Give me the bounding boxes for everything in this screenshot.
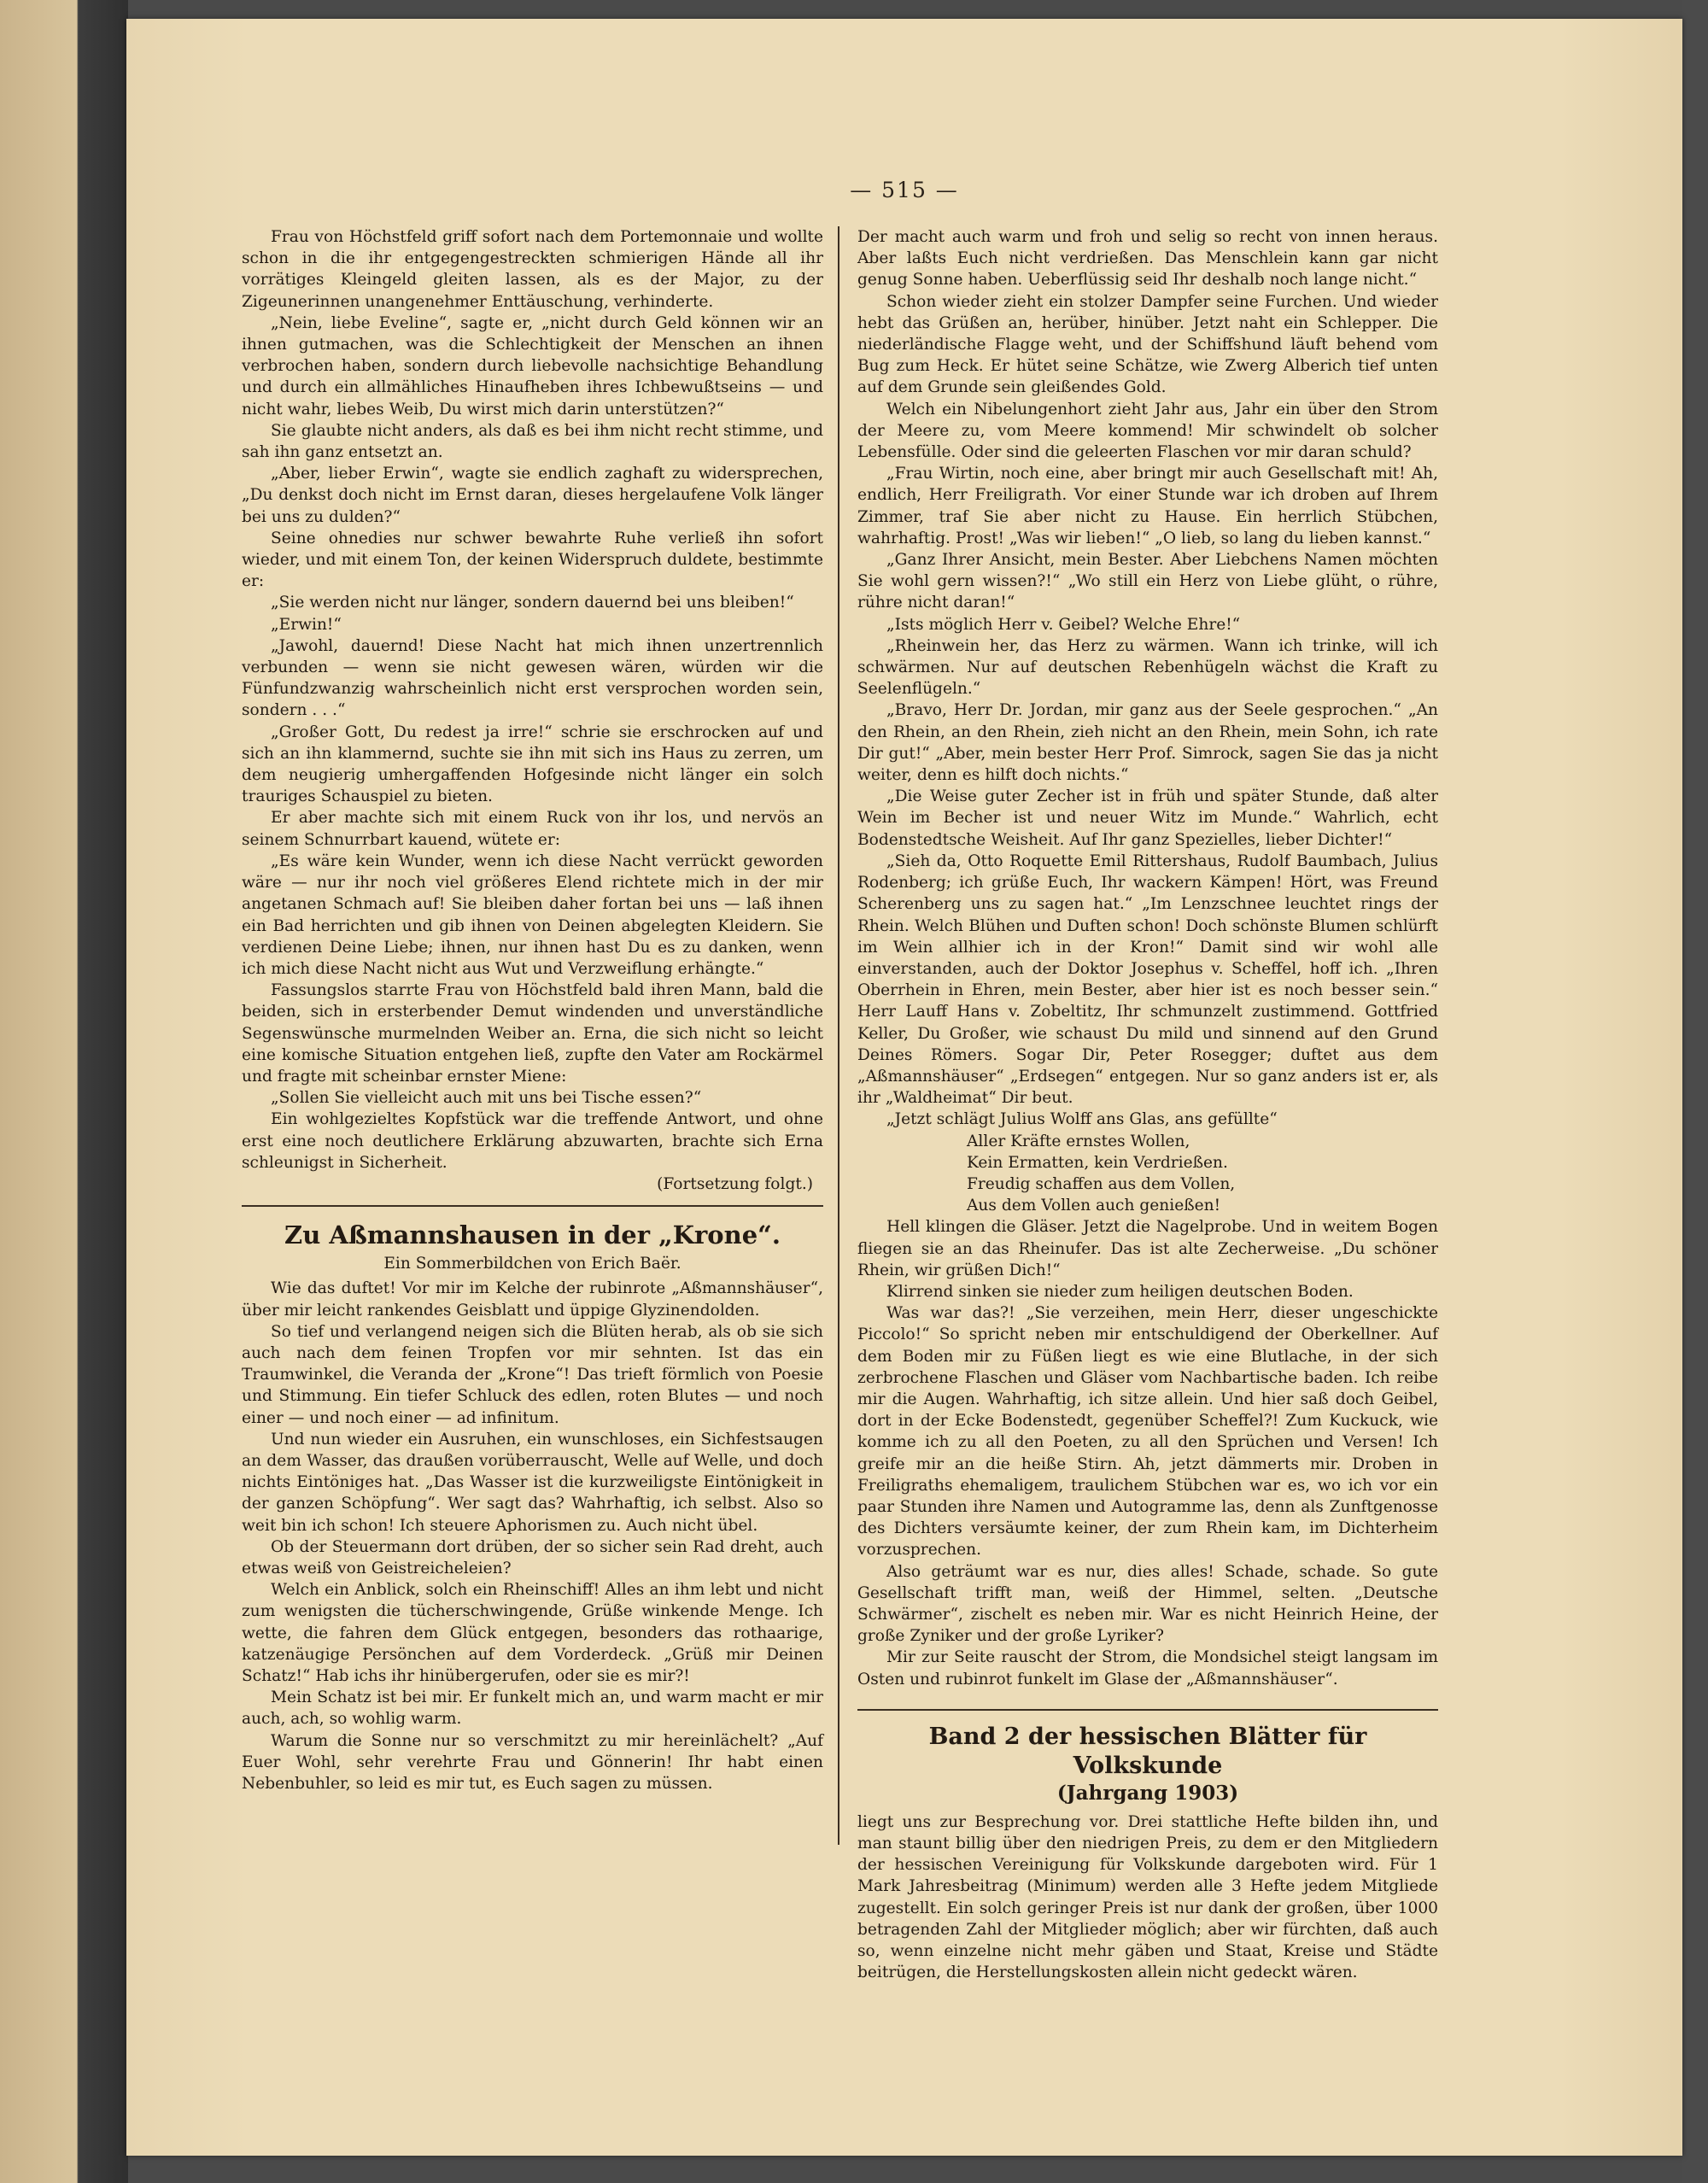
paragraph: „Aber, lieber Erwin“, wagte sie endlich zaghaft zu widersprechen, „Du denkst doch nicht im Ernst daran, dieses hergelaufene Volk länger bei uns zu dulden?“: [242, 465, 823, 526]
paragraph: Hell klingen die Gläser. Jetzt die Nagelprobe. Und in weitem Bogen fliegen sie an das Rheinufer. Das ist alte Zecherweise. „Du schöner Rhein, wir grüßen Dich!“: [857, 1218, 1438, 1279]
notice-title: Band 2 der hessischen Blätter für Volkskunde: [928, 1723, 1367, 1779]
paragraph: „Großer Gott, Du redest ja irre!“ schrie sie erschrocken auf und sich an ihn klammernd, suchte sie ihn mit sich ins Haus zu zerren, um dem neugierig umhergaffenden Hofgesinde nicht länger ein solch trauriges Schauspiel zu bieten.: [242, 723, 823, 806]
paragraph: „Jawohl, dauernd! Diese Nacht hat mich ihnen unzertrennlich verbunden — wenn sie nicht gewesen wären, würden wir die Fünfundzwanzig wahrscheinlich nicht erst versprochen worden sein, sondern . . .“: [242, 636, 823, 720]
paragraph: Fassungslos starrte Frau von Höchstfeld bald ihren Mann, bald die beiden, sich in ersterbender Demut windenden und unverständliche Segenswünsche murmelnden Weiber an. Erna, die sich nicht so leicht eine komische Situation entgehen ließ, zupfte den Vater am Rockärmel und fragte mit scheinbar ernster Miene:: [242, 981, 823, 1086]
column-divider: [838, 226, 839, 1845]
paragraph: Welch ein Anblick, solch ein Rheinschiff! Alles an ihm lebt und nicht zum wenigsten die tücherschwingende, Grüße winkende Menge. Ich wette, die fahren dem Glück entgegen, besonders das rothaarige, katzenäugige Persönchen auf dem Vorderdeck. „Grüß mir Deinen Schatz!“ Hab ichs ihr hinübergerufen, oder sie es mir?!: [242, 1581, 823, 1685]
background-right-edge: [1682, 0, 1708, 2183]
section-divider: [857, 1709, 1438, 1711]
paragraph: Ein wohlgezieltes Kopfstück war die treffende Antwort, und ohne erst eine noch deutlichere Erklärung abzuwarten, brachte sich Erna schleunigst in Sicherheit.: [242, 1110, 823, 1172]
paragraph: Warum die Sonne nur so verschmitzt zu mir hereinlächelt? „Auf Euer Wohl, sehr verehrte Frau und Gönnerin! Ihr habt einen Nebenbuhler, so leid es mir tut, es Euch sagen zu müssen.: [242, 1731, 823, 1794]
paragraph: Ob der Steuermann dort drüben, der so sicher sein Rad dreht, auch etwas weiß von Geistreicheleien?: [242, 1537, 823, 1577]
paragraph: Frau von Höchstfeld griff sofort nach dem Portemonnaie und wollte schon in die ihr entgegengestreckten schmierigen Hände all ihr vorrätiges Kleingeld gleiten lassen, als es der Major, zu der Zigeunerinnen unangenehmer Enttäuschung, verhinderte.: [242, 228, 823, 311]
paragraph: „Erwin!“: [271, 615, 342, 634]
paragraph: „Frau Wirtin, noch eine, aber bringt mir auch Gesellschaft mit! Ah, endlich, Herr Freiligrath. Vor einer Stunde war ich droben auf Ihrem Zimmer, traf Sie aber nicht zu Hause. Ein herrlich Stübchen, wahrhaftig. Prost! „Was wir lieben!“ „O lieb, so lang du lieben kannst.“: [857, 465, 1438, 547]
page-number: — 515 —: [850, 178, 959, 202]
paragraph: „Sie werden nicht nur länger, sondern dauernd bei uns bleiben!“: [271, 594, 794, 612]
story-divider: [242, 1205, 823, 1207]
paragraph: Was war das?! „Sie verzeihen, mein Herr, dieser ungeschickte Piccolo!“ So spricht neben mir entschuldigend der Oberkellner. Auf dem Boden mir zu Füßen liegt es wie eine Blutlache, in der sich zerbrochene Flaschen und Gläser vom Nachbartische baden. Ich reibe mir die Augen. Wahrhaftig, ich sitze allein. Und hier saß doch Geibel, dort in der Ecke Bodenstedt, gegenüber Scheffel?! Zum Kuckuck, wie komme ich zu all den Poeten, zu all den Sprüchen und Versen! Ich greife mir an die heiße Stirn. Ah, jetzt dämmerts mir. Droben in Freiligraths ehemaligem, traulichem Stübchen war es, wo ich vor ein paar Stunden ihre Namen und Autogramme las, denn als Zunftgenosse des Dichters versäumte keiner, der zum Rhein kam, im Dichterheim vorzusprechen.: [857, 1304, 1438, 1560]
paragraph: „Sieh da, Otto Roquette Emil Rittershaus, Rudolf Baumbach, Julius Rodenberg; ich grüße Euch, Ihr wackern Kämpen! Hört, was Freund Scherenberg uns zu sagen hat.“ „Im Lenzschnee leuchtet rings der Rhein. Welch Blühen und Duften schon! Doch schönste Blumen schlürft im Wein allhier ich in der Kron!“ Damit sind wir wohl alle einverstanden, auch der Doktor Josephus v. Scheffel, hoff ich. „Ihren Oberrhein in Ehren, mein Bester, aber hier ist es noch besser sein.“ Herr Lauff Hans v. Zobeltitz, Ihr schmunzelt zustimmend. Gottfried Keller, Du Großer, wie schaust Du mild und sinnend auf den Grund Deines Römers. Sogar Dir, Peter Rosegger; duftet aus dem „Aßmannshäuser“ „Erdsegen“ entgegen. Nur so ganz anders ist er, als ihr „Waldheimat“ Dir beut.: [857, 852, 1438, 1108]
paragraph: „Sollen Sie vielleicht auch mit uns bei Tische essen?“: [271, 1089, 702, 1108]
verse-line: Aller Kräfte ernstes Wollen,: [967, 1132, 1190, 1150]
verse-line: Aus dem Vollen auch genießen!: [967, 1197, 1221, 1215]
left-column: [242, 226, 823, 1794]
paragraph: „Nein, liebe Eveline“, sagte er, „nicht durch Geld können wir an ihnen gutmachen, was die Schlechtigkeit der Menschen an ihnen verbrochen haben, sondern durch liebevolle nachsichtige Behandlung und durch ein allmähliches Hinaufheben ihres Ichbewußtseins — und nicht wahr, liebes Weib, Du wirst mich darin unterstützen?“: [242, 313, 823, 418]
paragraph: Er aber machte sich mit einem Ruck von ihr los, und nervös an seinem Schnurrbart kauend, wütete er:: [242, 809, 823, 849]
paragraph: Und nun wieder ein Ausruhen, ein wunschloses, ein Sichfestsaugen an dem Wasser, das draußen vorüberrauscht, Welle auf Welle, und doch nichts Eintöniges hat. „Das Wasser ist die kurzweiligste Eintönigkeit in der ganzen Schöpfung“. Wer sagt das? Wahrhaftig, ich selbst. Also so weit bin ich schon! Ich steuere Aphorismen zu. Auch nicht übel.: [242, 1430, 823, 1535]
paragraph: Also geträumt war es nur, dies alles! Schade, schade. So gute Gesellschaft trifft man, weiß der Himmel, selten. „Deutsche Schwärmer“, zischelt es neben mir. War es nicht Heinrich Heine, der große Zyniker und der große Lyriker?: [857, 1562, 1438, 1646]
verse-line: Kein Ermatten, kein Verdrießen.: [967, 1153, 1228, 1172]
continuation-note: (Fortsetzung folgt.): [657, 1174, 813, 1193]
paragraph: „Die Weise guter Zecher ist in früh und später Stunde, daß alter Wein im Becher ist und neuer Witz im Munde.“ Wahrlich, echt Bodenstedtsche Weisheit. Auf Ihr ganz Spezielles, lieber Dichter!“: [857, 787, 1438, 849]
paragraph: Mein Schatz ist bei mir. Er funkelt mich an, und warm macht er mir auch, ach, so wohlig warm.: [242, 1688, 823, 1729]
notice-text: liegt uns zur Besprechung vor. Drei stattliche Hefte bilden ihn, und man staunt billig über den niedrigen Preis, zu dem er den Mitgliedern der hessischen Vereinigung für Volkskunde dargeboten wird. Für 1 Mark Jahresbeitrag (Minimum) werden alle 3 Hefte jedem Mitgliede zugestellt. Ein solch geringer Preis ist nur dank der großen, über 1000 betragenden Zahl der Mitglieder möglich; aber wir fürchten, daß auch so, wenn einzelne nicht mehr gäben und Staat, Kreise und Städte beitrügen, die Herstellungskosten allein nicht gedeckt wären.: [857, 1812, 1438, 1982]
story-title: Zu Aßmannshausen in der „Krone“.: [284, 1220, 781, 1250]
right-column: [857, 226, 1438, 1983]
paragraph: So tief und verlangend neigen sich die Blüten herab, als ob sie sich auch nach dem feinen Tropfen vor mir sehnten. Ist das ein Traumwinkel, die Veranda der „Krone“! Das trieft förmlich von Poesie und Stimmung. Ein tiefer Schluck des edlen, roten Blutes — und noch einer — und noch einer — ad infinitum.: [242, 1322, 823, 1427]
paragraph: Sie glaubte nicht anders, als daß es bei ihm nicht recht stimme, und sah ihn ganz entsetzt an.: [242, 421, 823, 462]
verse-line: Freudig schaffen aus dem Vollen,: [967, 1174, 1236, 1193]
paragraph: Seine ohnedies nur schwer bewahrte Ruhe verließ ihn sofort wieder, und mit einem Ton, der keinen Widerspruch duldete, bestimmte er:: [242, 529, 823, 591]
paragraph: Schon wieder zieht ein stolzer Dampfer seine Furchen. Und wieder hebt das Grüßen an, herüber, hinüber. Jetzt naht ein Schlepper. Die niederländische Flagge weht, und der Schiffshund läuft behend vom Bug zum Heck. Er hütet seine Schätze, wie Zwerg Alberich tief unten auf dem Grunde sein gleißendes Gold.: [857, 292, 1438, 397]
paragraph: „Jetzt schlägt Julius Wolff ans Glas, ans gefüllte“: [886, 1110, 1278, 1129]
story-byline: Ein Sommerbildchen von Erich Baër.: [383, 1255, 681, 1273]
verse: [967, 1131, 1438, 1217]
paragraph: „Ganz Ihrer Ansicht, mein Bester. Aber Liebchens Namen möchten Sie wohl gern wissen?!“ „Wo still ein Herz von Liebe glüht, o rühre, rühre nicht daran!“: [857, 551, 1438, 612]
paragraph: Der macht auch warm und froh und selig so recht von innen heraus. Aber laßts Euch nicht verdrießen. Das Menschlein kann gar nicht genug Sonne haben. Ueberflüssig seid Ihr deshalb noch lange nicht.“: [857, 228, 1438, 290]
paragraph: Wie das duftet! Vor mir im Kelche der rubinrote „Aßmannshäuser“, über mir leicht rankendes Geisblatt und üppige Glyzinendolden.: [242, 1279, 823, 1320]
paragraph: Welch ein Nibelungenhort zieht Jahr aus, Jahr ein über den Strom der Meere zu, vom Meere kommend! Mir schwindelt ob solcher Lebensfülle. Oder sind die geleerten Flaschen vor mir daran schuld?: [857, 400, 1438, 462]
paragraph: „Ists möglich Herr v. Geibel? Welche Ehre!“: [886, 615, 1241, 634]
background-left-shadow: [0, 0, 128, 2183]
paragraph: „Es wäre kein Wunder, wenn ich diese Nacht verrückt geworden wäre — nur ihr noch viel größeres Elend richtete mich in der mir angetanen Schmach auf! Sie bleiben daher fortan bei uns — laß ihnen ein Bad herrichten und gib ihnen von Deinen abgelegten Kleidern. Sie verdienen Deine Liebe; ihnen, nur ihnen hast Du es zu danken, wenn ich mich diese Nacht nicht aus Wut und Verzweiflung erhängte.“: [242, 852, 823, 978]
paragraph: Mir zur Seite rauscht der Strom, die Mondsichel steigt langsam im Osten und rubinrot funkelt im Glase der „Aßmannshäuser“.: [857, 1648, 1438, 1688]
paragraph: „Bravo, Herr Dr. Jordan, mir ganz aus der Seele gesprochen.“ „An den Rhein, an den Rhein, zieh nicht an den Rhein, mein Sohn, ich rate Dir gut!“ „Aber, mein bester Herr Prof. Simrock, sagen Sie das ja nicht weiter, denn es hilft doch nichts.“: [857, 701, 1438, 785]
notice-subtitle: (Jahrgang 1903): [1056, 1781, 1239, 1805]
paragraph: Klirrend sinken sie nieder zum heiligen deutschen Boden.: [886, 1282, 1354, 1301]
paragraph: „Rheinwein her, das Herz zu wärmen. Wann ich trinke, will ich schwärmen. Nur auf deutschen Rebenhügeln wächst die Kraft zu Seelenflügeln.“: [857, 636, 1438, 699]
